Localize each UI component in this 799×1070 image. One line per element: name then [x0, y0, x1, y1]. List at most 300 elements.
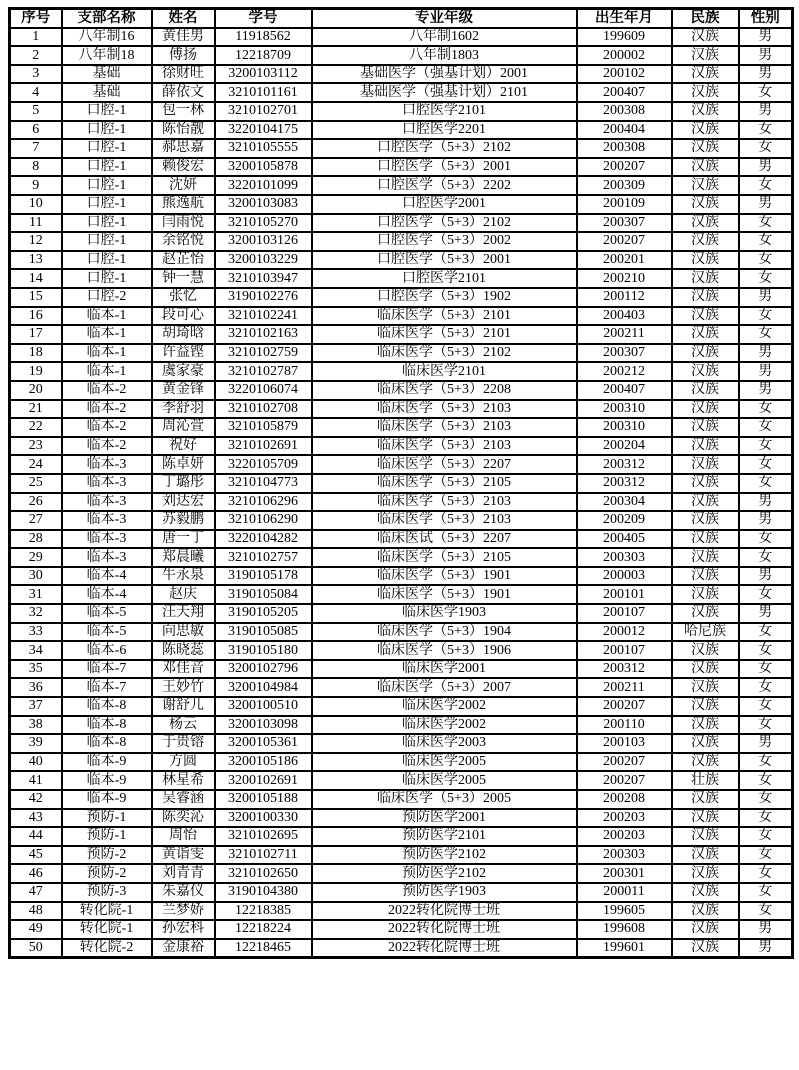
cell-major-grade: 临床医学2005	[312, 771, 577, 790]
cell-major-grade: 临床医学（5+3）2103	[312, 511, 577, 530]
table-row	[10, 604, 793, 623]
cell-student-id: 3190102276	[215, 288, 312, 307]
cell-ethnicity: 汉族	[672, 790, 739, 809]
cell-student-id: 3210101161	[215, 83, 312, 102]
cell-branch: 转化院-2	[62, 939, 152, 958]
cell-major-grade: 临床医学（5+3）1906	[312, 641, 577, 660]
cell-gender: 女	[739, 864, 793, 883]
cell-name: 王妙竹	[152, 678, 215, 697]
table-row	[10, 623, 793, 642]
cell-gender: 女	[739, 269, 793, 288]
table-row	[10, 511, 793, 530]
table-row	[10, 288, 793, 307]
cell-birth: 200407	[577, 83, 672, 102]
cell-index: 24	[10, 455, 62, 474]
cell-major-grade: 口腔医学（5+3）2102	[312, 214, 577, 233]
cell-student-id: 3210102691	[215, 437, 312, 456]
cell-branch: 临本-2	[62, 418, 152, 437]
table-row	[10, 362, 793, 381]
cell-ethnicity: 汉族	[672, 530, 739, 549]
cell-birth: 200207	[577, 771, 672, 790]
cell-index: 5	[10, 102, 62, 121]
cell-name: 牛永泉	[152, 567, 215, 586]
col-header-index: 序号	[10, 9, 62, 28]
cell-gender: 女	[739, 121, 793, 140]
cell-student-id: 3210102711	[215, 846, 312, 865]
cell-branch: 转化院-1	[62, 902, 152, 921]
cell-birth: 200304	[577, 493, 672, 512]
table-row	[10, 790, 793, 809]
cell-name: 许益铿	[152, 344, 215, 363]
cell-major-grade: 预防医学2102	[312, 864, 577, 883]
cell-branch: 临本-5	[62, 623, 152, 642]
cell-ethnicity: 汉族	[672, 846, 739, 865]
cell-index: 1	[10, 28, 62, 47]
cell-gender: 男	[739, 939, 793, 958]
cell-major-grade: 临床医学2002	[312, 697, 577, 716]
cell-birth: 200209	[577, 511, 672, 530]
cell-gender: 女	[739, 716, 793, 735]
cell-name: 林星希	[152, 771, 215, 790]
cell-branch: 基础	[62, 83, 152, 102]
cell-student-id: 3210104773	[215, 474, 312, 493]
cell-birth: 200012	[577, 623, 672, 642]
table-row	[10, 269, 793, 288]
student-roster-table	[8, 7, 794, 959]
table-row	[10, 716, 793, 735]
cell-ethnicity: 汉族	[672, 716, 739, 735]
cell-gender: 女	[739, 548, 793, 567]
cell-name: 赵芷怡	[152, 251, 215, 270]
table-row	[10, 846, 793, 865]
cell-major-grade: 预防医学2101	[312, 827, 577, 846]
cell-name: 郑晨曦	[152, 548, 215, 567]
cell-ethnicity: 汉族	[672, 864, 739, 883]
cell-student-id: 3210102757	[215, 548, 312, 567]
cell-ethnicity: 汉族	[672, 176, 739, 195]
cell-student-id: 3200103229	[215, 251, 312, 270]
table-row	[10, 864, 793, 883]
cell-index: 16	[10, 307, 62, 326]
col-header-ethnicity: 民族	[672, 9, 739, 28]
cell-gender: 女	[739, 176, 793, 195]
cell-birth: 200212	[577, 362, 672, 381]
cell-major-grade: 2022转化院博士班	[312, 920, 577, 939]
cell-gender: 男	[739, 65, 793, 84]
cell-branch: 口腔-1	[62, 214, 152, 233]
cell-birth: 199605	[577, 902, 672, 921]
cell-student-id: 3200103112	[215, 65, 312, 84]
cell-student-id: 3200102796	[215, 660, 312, 679]
cell-index: 14	[10, 269, 62, 288]
col-header-student-id: 学号	[215, 9, 312, 28]
cell-name: 方圆	[152, 753, 215, 772]
table-row	[10, 307, 793, 326]
cell-branch: 临本-3	[62, 548, 152, 567]
cell-birth: 200211	[577, 325, 672, 344]
cell-student-id: 12218224	[215, 920, 312, 939]
cell-gender: 男	[739, 734, 793, 753]
cell-index: 2	[10, 46, 62, 65]
cell-name: 钟一慧	[152, 269, 215, 288]
cell-ethnicity: 汉族	[672, 102, 739, 121]
cell-major-grade: 预防医学2001	[312, 809, 577, 828]
cell-birth: 200207	[577, 697, 672, 716]
cell-name: 祝好	[152, 437, 215, 456]
cell-branch: 临本-6	[62, 641, 152, 660]
cell-gender: 男	[739, 604, 793, 623]
cell-ethnicity: 汉族	[672, 400, 739, 419]
cell-major-grade: 预防医学1903	[312, 883, 577, 902]
cell-major-grade: 八年制1803	[312, 46, 577, 65]
cell-branch: 转化院-1	[62, 920, 152, 939]
cell-major-grade: 口腔医学（5+3）2001	[312, 158, 577, 177]
table-row	[10, 734, 793, 753]
cell-student-id: 12218709	[215, 46, 312, 65]
cell-name: 李舒羽	[152, 400, 215, 419]
cell-birth: 200204	[577, 437, 672, 456]
cell-name: 傅扬	[152, 46, 215, 65]
cell-branch: 口腔-1	[62, 195, 152, 214]
cell-name: 陈卓妍	[152, 455, 215, 474]
cell-student-id: 3210102241	[215, 307, 312, 326]
table-row	[10, 902, 793, 921]
cell-gender: 女	[739, 437, 793, 456]
cell-branch: 口腔-1	[62, 158, 152, 177]
cell-birth: 200308	[577, 139, 672, 158]
cell-birth: 200207	[577, 158, 672, 177]
cell-name: 金康裕	[152, 939, 215, 958]
cell-name: 余铭悦	[152, 232, 215, 251]
cell-ethnicity: 汉族	[672, 269, 739, 288]
cell-ethnicity: 汉族	[672, 288, 739, 307]
table-row	[10, 474, 793, 493]
cell-index: 12	[10, 232, 62, 251]
cell-birth: 200102	[577, 65, 672, 84]
cell-gender: 女	[739, 809, 793, 828]
cell-branch: 八年制18	[62, 46, 152, 65]
cell-ethnicity: 汉族	[672, 883, 739, 902]
cell-major-grade: 口腔医学2101	[312, 269, 577, 288]
cell-birth: 200303	[577, 846, 672, 865]
table-row	[10, 176, 793, 195]
cell-index: 43	[10, 809, 62, 828]
cell-major-grade: 口腔医学（5+3）2002	[312, 232, 577, 251]
cell-branch: 口腔-1	[62, 139, 152, 158]
cell-major-grade: 临床医学（5+3）2007	[312, 678, 577, 697]
cell-index: 8	[10, 158, 62, 177]
cell-index: 50	[10, 939, 62, 958]
col-header-branch: 支部名称	[62, 9, 152, 28]
cell-student-id: 11918562	[215, 28, 312, 47]
cell-index: 33	[10, 623, 62, 642]
cell-index: 35	[10, 660, 62, 679]
cell-branch: 临本-1	[62, 325, 152, 344]
cell-name: 徐财旺	[152, 65, 215, 84]
cell-birth: 200203	[577, 809, 672, 828]
cell-major-grade: 临床医学2101	[312, 362, 577, 381]
cell-branch: 口腔-1	[62, 251, 152, 270]
cell-student-id: 3210102708	[215, 400, 312, 419]
cell-birth: 200301	[577, 864, 672, 883]
cell-major-grade: 临床医学（5+3）2103	[312, 437, 577, 456]
cell-gender: 男	[739, 158, 793, 177]
cell-index: 9	[10, 176, 62, 195]
cell-branch: 八年制16	[62, 28, 152, 47]
table-row	[10, 548, 793, 567]
cell-index: 31	[10, 585, 62, 604]
cell-birth: 200312	[577, 474, 672, 493]
cell-birth: 199601	[577, 939, 672, 958]
cell-name: 陈怡靓	[152, 121, 215, 140]
cell-index: 15	[10, 288, 62, 307]
cell-gender: 女	[739, 418, 793, 437]
cell-name: 胡琦晗	[152, 325, 215, 344]
cell-ethnicity: 汉族	[672, 920, 739, 939]
cell-branch: 临本-3	[62, 511, 152, 530]
cell-gender: 男	[739, 102, 793, 121]
cell-name: 朱嘉仪	[152, 883, 215, 902]
cell-gender: 女	[739, 139, 793, 158]
cell-branch: 临本-2	[62, 437, 152, 456]
cell-branch: 临本-1	[62, 362, 152, 381]
cell-branch: 口腔-1	[62, 121, 152, 140]
cell-branch: 临本-1	[62, 307, 152, 326]
table-row	[10, 251, 793, 270]
cell-student-id: 3220104175	[215, 121, 312, 140]
cell-student-id: 3190105180	[215, 641, 312, 660]
cell-major-grade: 2022转化院博士班	[312, 939, 577, 958]
cell-birth: 200103	[577, 734, 672, 753]
cell-name: 于贵镕	[152, 734, 215, 753]
cell-gender: 女	[739, 400, 793, 419]
cell-ethnicity: 汉族	[672, 641, 739, 660]
cell-student-id: 12218465	[215, 939, 312, 958]
cell-gender: 男	[739, 362, 793, 381]
cell-student-id: 3220101099	[215, 176, 312, 195]
cell-gender: 女	[739, 83, 793, 102]
cell-student-id: 3200102691	[215, 771, 312, 790]
cell-ethnicity: 汉族	[672, 678, 739, 697]
table-row	[10, 232, 793, 251]
cell-name: 黄诣雯	[152, 846, 215, 865]
cell-student-id: 3190105205	[215, 604, 312, 623]
cell-ethnicity: 汉族	[672, 344, 739, 363]
table-row	[10, 400, 793, 419]
cell-ethnicity: 汉族	[672, 65, 739, 84]
cell-birth: 200002	[577, 46, 672, 65]
table-row	[10, 418, 793, 437]
cell-branch: 口腔-1	[62, 232, 152, 251]
cell-major-grade: 临床医学2003	[312, 734, 577, 753]
cell-student-id: 3190105085	[215, 623, 312, 642]
cell-index: 49	[10, 920, 62, 939]
cell-gender: 女	[739, 474, 793, 493]
cell-index: 44	[10, 827, 62, 846]
cell-index: 29	[10, 548, 62, 567]
table-row	[10, 530, 793, 549]
cell-ethnicity: 汉族	[672, 567, 739, 586]
cell-major-grade: 临床医学1903	[312, 604, 577, 623]
cell-index: 6	[10, 121, 62, 140]
cell-student-id: 3200105878	[215, 158, 312, 177]
cell-branch: 临本-7	[62, 678, 152, 697]
cell-gender: 女	[739, 455, 793, 474]
table-row	[10, 939, 793, 958]
table-row	[10, 455, 793, 474]
cell-student-id: 3210105555	[215, 139, 312, 158]
cell-ethnicity: 汉族	[672, 158, 739, 177]
cell-gender: 女	[739, 678, 793, 697]
cell-birth: 200312	[577, 660, 672, 679]
cell-major-grade: 临床医学（5+3）2208	[312, 381, 577, 400]
header-row	[10, 9, 793, 28]
cell-major-grade: 临床医学（5+3）2105	[312, 548, 577, 567]
table-row	[10, 139, 793, 158]
cell-ethnicity: 汉族	[672, 585, 739, 604]
table-row	[10, 325, 793, 344]
cell-birth: 200312	[577, 455, 672, 474]
cell-student-id: 3200103126	[215, 232, 312, 251]
cell-index: 21	[10, 400, 62, 419]
cell-student-id: 3210102787	[215, 362, 312, 381]
cell-index: 30	[10, 567, 62, 586]
table-row	[10, 827, 793, 846]
cell-gender: 男	[739, 46, 793, 65]
cell-student-id: 3200105188	[215, 790, 312, 809]
cell-index: 23	[10, 437, 62, 456]
cell-name: 杨云	[152, 716, 215, 735]
cell-index: 37	[10, 697, 62, 716]
cell-name: 赵庆	[152, 585, 215, 604]
cell-birth: 200203	[577, 827, 672, 846]
cell-student-id: 3220106074	[215, 381, 312, 400]
cell-name: 包一林	[152, 102, 215, 121]
cell-birth: 200211	[577, 678, 672, 697]
cell-birth: 200101	[577, 585, 672, 604]
cell-branch: 临本-2	[62, 381, 152, 400]
cell-birth: 200310	[577, 418, 672, 437]
cell-ethnicity: 汉族	[672, 734, 739, 753]
cell-branch: 临本-7	[62, 660, 152, 679]
cell-name: 虞家豪	[152, 362, 215, 381]
table-row	[10, 195, 793, 214]
cell-gender: 女	[739, 697, 793, 716]
cell-branch: 预防-1	[62, 827, 152, 846]
table-row	[10, 83, 793, 102]
cell-ethnicity: 汉族	[672, 307, 739, 326]
cell-name: 熊逸航	[152, 195, 215, 214]
cell-major-grade: 临床医学（5+3）2103	[312, 493, 577, 512]
cell-student-id: 3210105270	[215, 214, 312, 233]
cell-index: 22	[10, 418, 62, 437]
cell-student-id: 3210102650	[215, 864, 312, 883]
cell-name: 段可心	[152, 307, 215, 326]
table-row	[10, 344, 793, 363]
cell-index: 25	[10, 474, 62, 493]
cell-student-id: 3210106290	[215, 511, 312, 530]
cell-branch: 临本-9	[62, 771, 152, 790]
cell-major-grade: 临床医学（5+3）2101	[312, 325, 577, 344]
cell-branch: 预防-2	[62, 846, 152, 865]
cell-major-grade: 临床医学（5+3）2101	[312, 307, 577, 326]
cell-student-id: 3210105879	[215, 418, 312, 437]
cell-index: 10	[10, 195, 62, 214]
cell-ethnicity: 汉族	[672, 46, 739, 65]
cell-ethnicity: 汉族	[672, 697, 739, 716]
cell-gender: 女	[739, 214, 793, 233]
cell-gender: 女	[739, 753, 793, 772]
cell-branch: 临本-8	[62, 697, 152, 716]
cell-major-grade: 临床医学（5+3）2005	[312, 790, 577, 809]
cell-birth: 199608	[577, 920, 672, 939]
cell-index: 39	[10, 734, 62, 753]
cell-ethnicity: 汉族	[672, 214, 739, 233]
cell-index: 7	[10, 139, 62, 158]
cell-major-grade: 2022转化院博士班	[312, 902, 577, 921]
cell-birth: 200201	[577, 251, 672, 270]
table-row	[10, 697, 793, 716]
cell-student-id: 3200104984	[215, 678, 312, 697]
cell-ethnicity: 汉族	[672, 121, 739, 140]
cell-gender: 女	[739, 530, 793, 549]
cell-major-grade: 临床医学（5+3）2105	[312, 474, 577, 493]
cell-index: 36	[10, 678, 62, 697]
cell-birth: 200112	[577, 288, 672, 307]
cell-name: 周怡	[152, 827, 215, 846]
cell-branch: 预防-3	[62, 883, 152, 902]
cell-index: 42	[10, 790, 62, 809]
cell-student-id: 3200100330	[215, 809, 312, 828]
cell-gender: 男	[739, 288, 793, 307]
cell-index: 20	[10, 381, 62, 400]
cell-name: 沈妍	[152, 176, 215, 195]
cell-index: 13	[10, 251, 62, 270]
cell-branch: 临本-1	[62, 344, 152, 363]
cell-major-grade: 口腔医学（5+3）2202	[312, 176, 577, 195]
cell-gender: 女	[739, 883, 793, 902]
cell-branch: 临本-3	[62, 530, 152, 549]
cell-name: 吴睿涵	[152, 790, 215, 809]
cell-index: 48	[10, 902, 62, 921]
cell-name: 邓佳音	[152, 660, 215, 679]
cell-ethnicity: 哈尼族	[672, 623, 739, 642]
cell-gender: 女	[739, 585, 793, 604]
cell-birth: 200307	[577, 344, 672, 363]
cell-branch: 口腔-1	[62, 102, 152, 121]
cell-birth: 200207	[577, 753, 672, 772]
table-row	[10, 883, 793, 902]
cell-ethnicity: 汉族	[672, 362, 739, 381]
cell-gender: 女	[739, 623, 793, 642]
table-row	[10, 46, 793, 65]
cell-major-grade: 口腔医学（5+3）1902	[312, 288, 577, 307]
table-row	[10, 809, 793, 828]
cell-birth: 200303	[577, 548, 672, 567]
cell-branch: 口腔-1	[62, 176, 152, 195]
cell-birth: 200208	[577, 790, 672, 809]
cell-major-grade: 临床医学（5+3）1904	[312, 623, 577, 642]
cell-name: 赖俊宏	[152, 158, 215, 177]
cell-major-grade: 口腔医学（5+3）2102	[312, 139, 577, 158]
cell-name: 孙宏科	[152, 920, 215, 939]
table-row	[10, 920, 793, 939]
cell-gender: 女	[739, 251, 793, 270]
cell-branch: 临本-5	[62, 604, 152, 623]
table-row	[10, 585, 793, 604]
cell-birth: 199609	[577, 28, 672, 47]
cell-birth: 200107	[577, 641, 672, 660]
